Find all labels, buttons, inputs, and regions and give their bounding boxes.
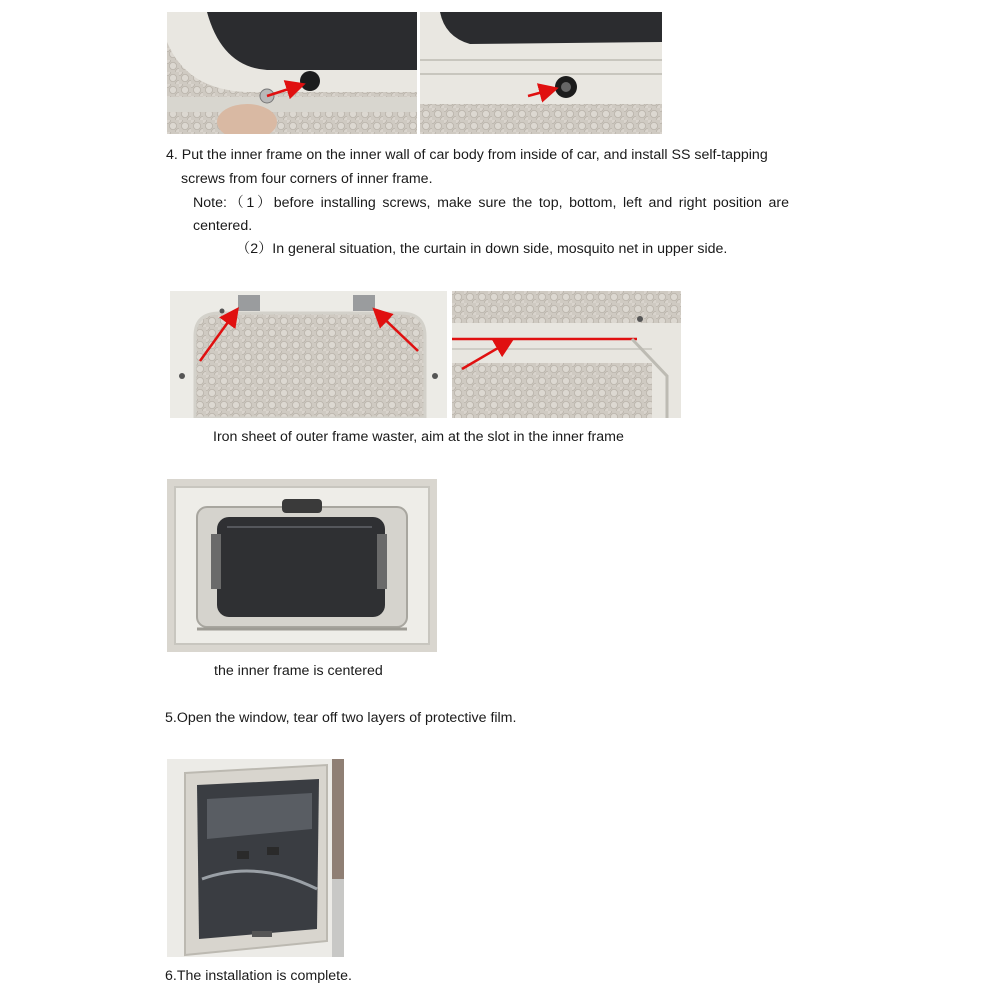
step4-note2: （2）In general situation, the curtain in down side, mosquito net in upper side. xyxy=(236,241,728,257)
caption-iron-sheet: Iron sheet of outer frame waster, aim at the slot in the inner frame xyxy=(213,429,624,445)
photo-installation-complete xyxy=(167,759,344,957)
caption-inner-frame-centered: the inner frame is centered xyxy=(214,663,383,679)
photo-screw-left xyxy=(167,12,417,134)
photo-iron-sheet xyxy=(170,291,447,418)
step6-text: 6.The installation is complete. xyxy=(165,968,352,984)
step5-text: 5.Open the window, tear off two layers of protective film. xyxy=(165,710,517,726)
photo-inner-frame-centered xyxy=(167,479,437,652)
photo-slot xyxy=(452,291,681,418)
photo-screw-right xyxy=(420,12,662,134)
step4-line2: screws from four corners of inner frame. xyxy=(181,171,433,187)
step4-line1: 4. Put the inner frame on the inner wall of car body from inside of car, and install SS self-tapping xyxy=(166,147,768,163)
step4-note1-continued: centered. xyxy=(193,218,253,234)
step4-note1: Note:（1）before installing screws, make sure the top, bottom, left and right position are xyxy=(193,195,789,211)
